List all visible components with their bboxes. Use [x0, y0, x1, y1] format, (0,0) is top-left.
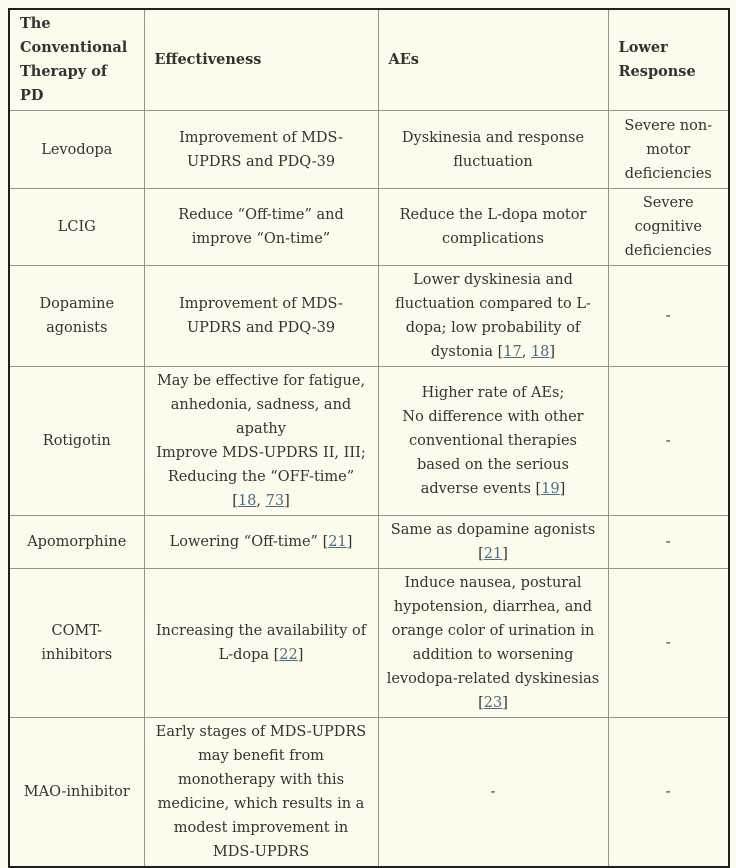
reference-link-18[interactable]: 18 [530, 344, 550, 360]
bracket-close: ] [549, 344, 556, 360]
lower-response-cell: - [608, 718, 729, 868]
bracket-close: ] [502, 546, 508, 562]
effectiveness-text: Increasing the availability of L-dopa [ [155, 623, 367, 663]
therapy-name-cell: Apomorphine [9, 516, 144, 569]
reference-link-22[interactable]: 22 [279, 647, 298, 663]
reference-link-21[interactable]: 21 [483, 546, 503, 562]
effectiveness-cell [144, 569, 378, 718]
effectiveness-cell [144, 516, 378, 569]
aes-text: Same as dopamine agonists [ [390, 522, 596, 562]
table-row-comt-inhibitors [9, 569, 729, 718]
effectiveness-line: May be effective for fatigue, anhedonia, sadness, and apathy [156, 373, 366, 437]
table-row-rotigotin [9, 367, 729, 516]
lower-response-cell: - [608, 569, 729, 718]
therapy-name-cell: COMT-inhibitors [9, 569, 144, 718]
header-aes: AEs [378, 9, 608, 111]
reference-link-73[interactable]: 73 [265, 493, 285, 509]
aes-line: Higher rate of AEs; [421, 385, 565, 401]
conventional-therapy-table [8, 8, 730, 868]
reference-link-18[interactable]: 18 [237, 493, 257, 509]
bracket-close: ] [502, 695, 508, 711]
bracket-close: ] [297, 647, 304, 663]
aes-cell: - [378, 718, 608, 868]
bracket-close: ] [284, 493, 290, 509]
reference-link-17[interactable]: 17 [503, 344, 522, 360]
aes-cell [378, 569, 608, 718]
therapy-name-cell: MAO-inhibitor [9, 718, 144, 868]
effectiveness-cell: Improvement of MDS-UPDRS and PDQ-39 [144, 266, 378, 367]
ref-separator: , [256, 493, 266, 509]
aes-cell [378, 516, 608, 569]
header-row [9, 9, 729, 111]
lower-response-cell: - [608, 516, 729, 569]
aes-text: No difference with other conventional therapies based on the serious adverse events [ [402, 409, 584, 497]
effectiveness-cell: Early stages of MDS-UPDRS may benefit from monotherapy with this medicine, which results in a modest improvement in MDS-UPDRS [144, 718, 378, 868]
effectiveness-cell: Improvement of MDS-UPDRS and PDQ-39 [144, 111, 378, 189]
aes-cell [378, 266, 608, 367]
effectiveness-line [153, 465, 370, 513]
header-therapy: The Conventional Therapy of PD [9, 9, 144, 111]
header-effectiveness: Effectiveness [144, 9, 378, 111]
lower-response-cell: - [608, 367, 729, 516]
ref-separator: , [521, 344, 531, 360]
aes-cell [378, 367, 608, 516]
effectiveness-text: Lowering “Off-time” [ [169, 534, 329, 550]
aes-text: Induce nausea, postural hypotension, diarrhea, and orange color of urination in addition to worsening levodopa-related dyskinesias [ [386, 575, 600, 711]
aes-line [387, 405, 600, 501]
lower-response-cell: - [608, 266, 729, 367]
effectiveness-line: Improve MDS-UPDRS II, III; [156, 445, 366, 461]
reference-link-19[interactable]: 19 [541, 481, 560, 497]
therapy-name-cell: Levodopa [9, 111, 144, 189]
therapy-name-cell: LCIG [9, 189, 144, 266]
table-row-dopamine-agonists [9, 266, 729, 367]
header-lower-response: Lower Response [608, 9, 729, 111]
aes-cell: Dyskinesia and response fluctuation [378, 111, 608, 189]
reference-link-21[interactable]: 21 [328, 534, 347, 550]
table-row-mao-inhibitor [9, 718, 729, 868]
lower-response-cell: Severe cognitive deficiencies [608, 189, 729, 266]
lower-response-cell: Severe non-motor deficiencies [608, 111, 729, 189]
therapy-name-cell: Rotigotin [9, 367, 144, 516]
aes-text: Lower dyskinesia and fluctuation compared to L-dopa; low probability of dystonia [ [395, 272, 591, 360]
bracket-close: ] [346, 534, 353, 550]
effectiveness-cell [144, 367, 378, 516]
table-row-lcig [9, 189, 729, 266]
reference-link-23[interactable]: 23 [483, 695, 503, 711]
bracket-close: ] [559, 481, 566, 497]
therapy-name-cell: Dopamine agonists [9, 266, 144, 367]
table-row-levodopa [9, 111, 729, 189]
effectiveness-text: Reducing the “OFF-time” [ [167, 469, 355, 509]
effectiveness-cell: Reduce “Off-time” and improve “On-time” [144, 189, 378, 266]
table-row-apomorphine [9, 516, 729, 569]
aes-cell: Reduce the L-dopa motor complications [378, 189, 608, 266]
